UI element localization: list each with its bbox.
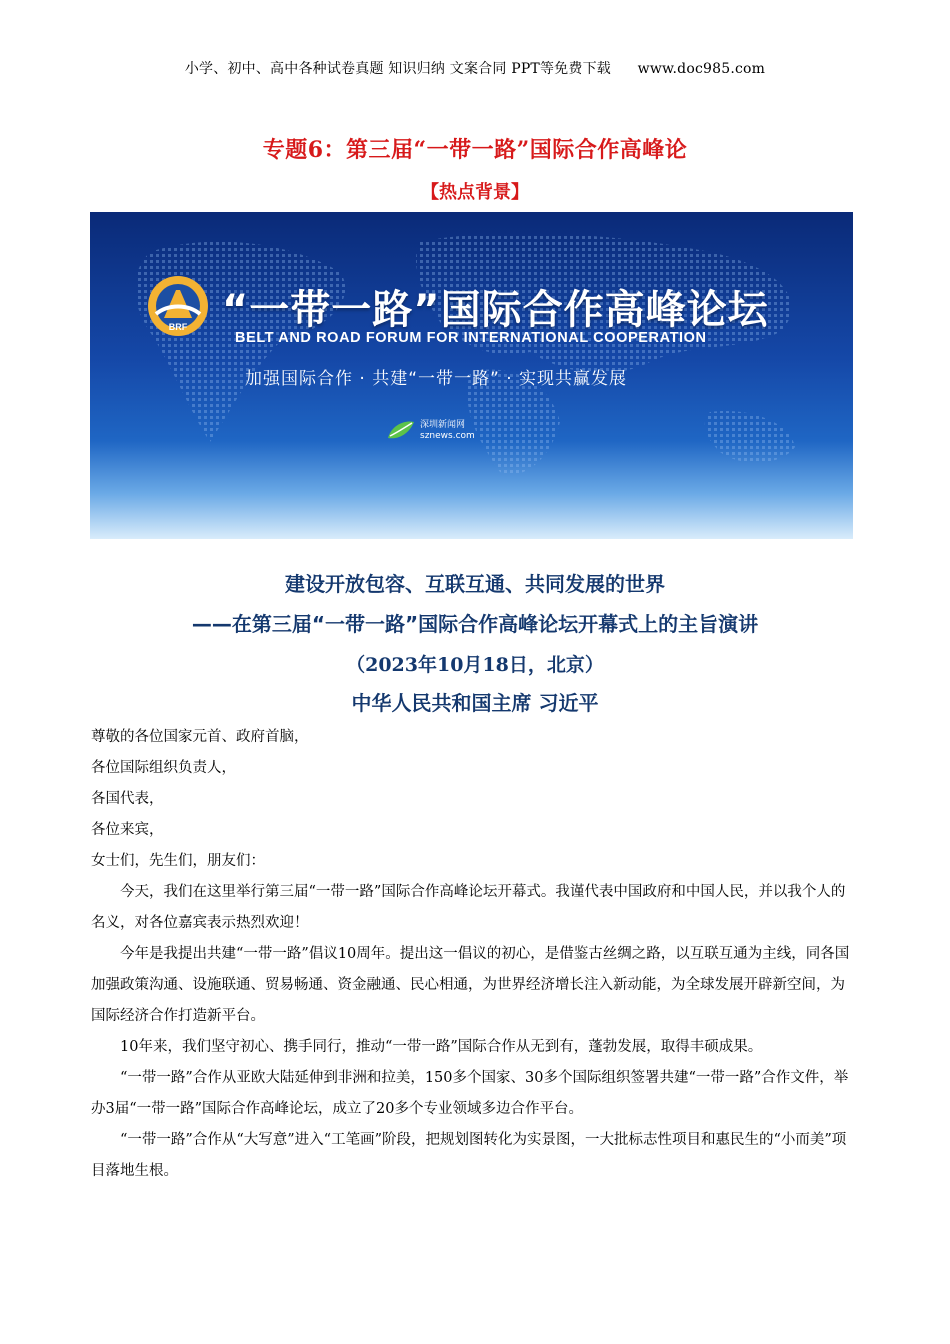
sznews-cn: 深圳新闻网 <box>420 420 466 430</box>
page-header <box>0 58 950 78</box>
paragraph: 女士们，先生们，朋友们： <box>91 853 265 869</box>
paragraph: 各位来宾， <box>91 822 164 838</box>
sznews-label <box>420 421 475 441</box>
speech-speaker: 中华人民共和国主席 习近平 <box>351 691 599 715</box>
paragraph: 尊敬的各位国家元首、政府首脑， <box>91 729 309 745</box>
paragraph: 各国代表， <box>91 791 164 807</box>
banner-english-title: BELT AND ROAD FORUM FOR INTERNATIONAL COOPERATION <box>235 330 707 346</box>
brf-logo-icon <box>146 274 210 338</box>
paragraph: “一带一路”合作从“大写意”进入“工笔画”阶段，把规划图转化为实景图，一大批标志性项目和惠民生的“小而美”项目落地生根。 <box>91 1132 847 1179</box>
paragraph: 10年来，我们坚守初心、携手同行，推动“一带一路”国际合作从无到有，蓬勃发展，取得丰硕成果。 <box>120 1039 763 1055</box>
topic-title: 专题6：第三届“一带一路”国际合作高峰论 <box>262 137 688 163</box>
paragraph: 今年是我提出共建“一带一路”倡议10周年。提出这一倡议的初心，是借鉴古丝绸之路，以互联互通为主线，同各国加强政策沟通、设施联通、贸易畅通、资金融通、民心相通，为世界经济增长注入新动能，为全球发展开辟新空间，为国际经济合作打造新平台。 <box>91 946 850 1024</box>
paragraph: 今天，我们在这里举行第三届“一带一路”国际合作高峰论坛开幕式。我谨代表中国政府和中国人民，并以我个人的名义，对各位嘉宾表示热烈欢迎！ <box>91 884 846 931</box>
sznews-leaf-icon <box>386 418 416 444</box>
speech-date-place: （2023年10月18日，北京） <box>346 654 604 676</box>
paragraph: 各位国际组织负责人， <box>91 760 236 776</box>
paragraph: “一带一路”合作从亚欧大陆延伸到非洲和拉美，150多个国家、30多个国际组织签署共建“一带一路”合作文件，举办3届“一带一路”国际合作高峰论坛，成立了20多个专业领域多边合作平台。 <box>91 1070 849 1117</box>
speech-title: 建设开放包容、互联互通、共同发展的世界 <box>285 572 665 596</box>
speech-body <box>91 722 856 1187</box>
header-text: 小学、初中、高中各种试卷真题 知识归纳 文案合同 PPT等免费下载 <box>184 61 611 77</box>
forum-banner-image <box>90 212 853 539</box>
section-label: 【热点背景】 <box>421 182 529 203</box>
banner-slogan: 加强国际合作 · 共建“一带一路” · 实现共赢发展 <box>245 369 628 389</box>
brf-logo-text: BRF <box>168 322 188 332</box>
speech-subtitle: ——在第三届“一带一路”国际合作高峰论坛开幕式上的主旨演讲 <box>191 612 759 636</box>
banner-title: “一带一路”国际合作高峰论坛 <box>222 287 769 333</box>
header-url[interactable]: www.doc985.com <box>637 61 766 77</box>
sznews-en: sznews.com <box>420 431 475 441</box>
